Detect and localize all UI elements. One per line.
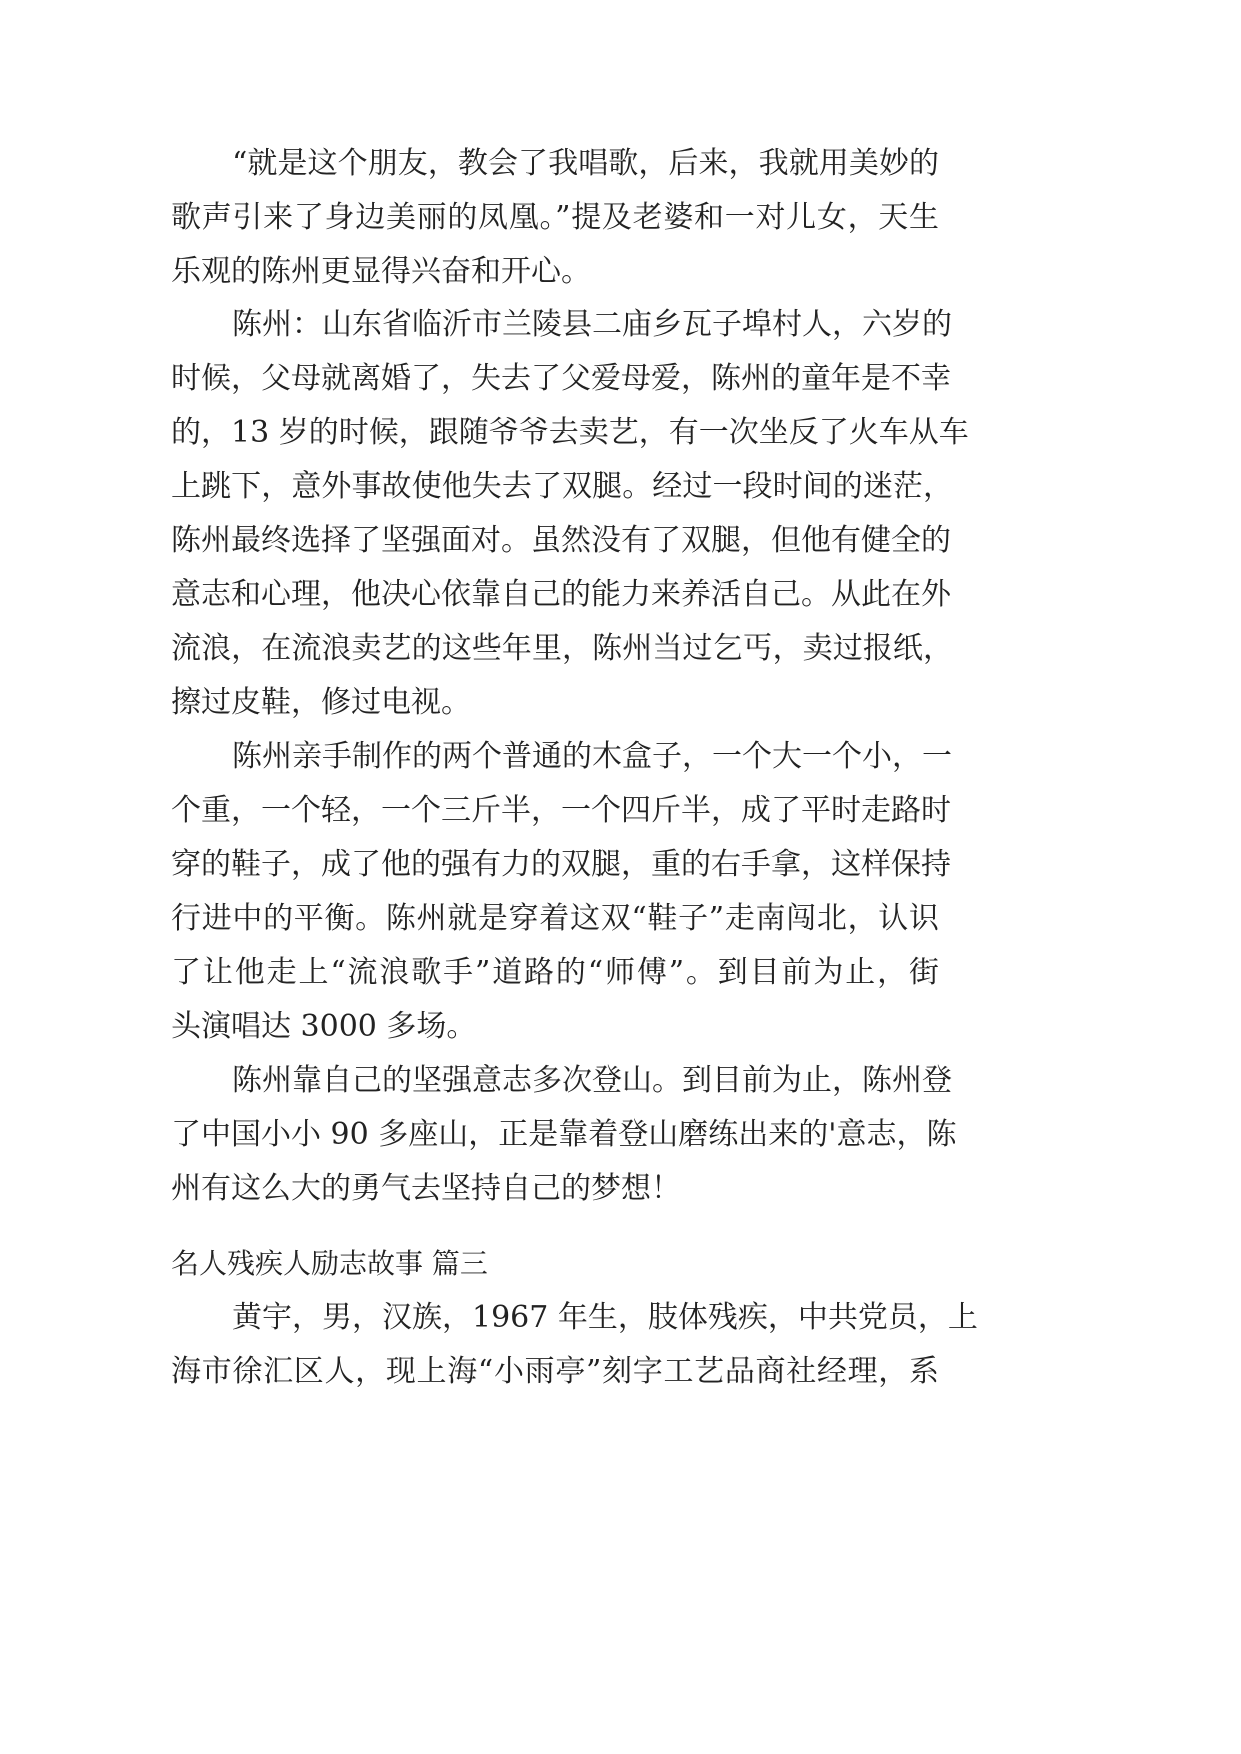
paragraph-line: 上跳下，意外事故使他失去了双腿。经过一段时间的迷茫， bbox=[171, 469, 953, 504]
paragraph-line: 穿的鞋子，成了他的强有力的双腿，重的右手拿，这样保持 bbox=[171, 847, 951, 882]
paragraph-line: 的，13 岁的时候，跟随爷爷去卖艺，有一次坐反了火车从车 bbox=[171, 415, 969, 450]
paragraph-line: 乐观的陈州更显得兴奋和开心。 bbox=[171, 254, 591, 289]
paragraph-line: 流浪，在流浪卖艺的这些年里，陈州当过乞丐，卖过报纸， bbox=[171, 631, 953, 666]
paragraph-line: 时候，父母就离婚了，失去了父爱母爱，陈州的童年是不幸 bbox=[171, 361, 951, 396]
paragraph-line: 陈州亲手制作的两个普通的木盒子，一个大一个小，一 bbox=[232, 739, 952, 774]
paragraph-line: 个重，一个轻，一个三斤半，一个四斤半，成了平时走路时 bbox=[171, 793, 951, 828]
paragraph-line: 意志和心理，他决心依靠自己的能力来养活自己。从此在外 bbox=[171, 577, 951, 612]
paragraph-line: 行进中的平衡。陈州就是穿着这双“鞋子”走南闯北，认识 bbox=[171, 901, 939, 936]
paragraph-line: 了让他走上“流浪歌手”道路的“师傅”。到目前为止，街 bbox=[171, 955, 939, 990]
paragraph-line: 陈州：山东省临沂市兰陵县二庙乡瓦子埠村人，六岁的 bbox=[232, 307, 952, 342]
section-heading: 名人残疾人励志故事 篇三 bbox=[171, 1247, 488, 1280]
paragraph-line: 头演唱达 3000 多场。 bbox=[171, 1009, 477, 1044]
paragraph-line: 陈州靠自己的坚强意志多次登山。到目前为止，陈州登 bbox=[232, 1063, 952, 1098]
paragraph-line: 州有这么大的勇气去坚持自己的梦想！ bbox=[171, 1171, 681, 1206]
paragraph-line: 歌声引来了身边美丽的凤凰。”提及老婆和一对儿女，天生 bbox=[171, 200, 939, 235]
paragraph-line: 海市徐汇区人，现上海“小雨亭”刻字工艺品商社经理，系 bbox=[171, 1354, 939, 1389]
paragraph-line: 擦过皮鞋，修过电视。 bbox=[171, 685, 471, 720]
paragraph-line: 了中国小小 90 多座山，正是靠着登山磨练出来的'意志，陈 bbox=[171, 1117, 957, 1152]
paragraph-line: “就是这个朋友，教会了我唱歌，后来，我就用美妙的 bbox=[232, 146, 939, 181]
paragraph-line: 陈州最终选择了坚强面对。虽然没有了双腿，但他有健全的 bbox=[171, 523, 951, 558]
paragraph-line: 黄宇，男，汉族，1967 年生，肢体残疾，中共党员，上 bbox=[232, 1300, 978, 1335]
